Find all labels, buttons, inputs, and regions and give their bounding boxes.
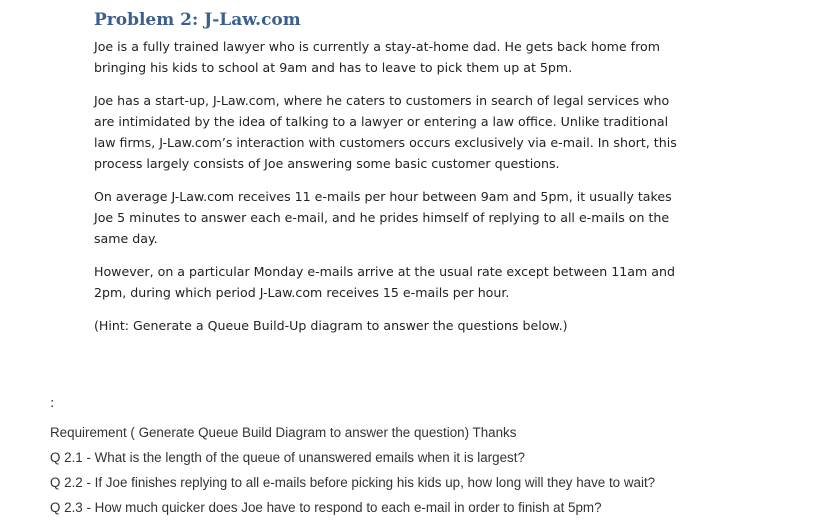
paragraph-line: are intimidated by the idea of talking to a lawyer or entering a law office. Unlike traditional bbox=[94, 114, 669, 129]
paragraph-line: process largely consists of Joe answering some basic customer questions. bbox=[94, 156, 560, 171]
problem-title: Problem 2: J-Law.com bbox=[94, 10, 301, 30]
paragraph-line: Joe is a fully trained lawyer who is currently a stay-at-home dad. He gets back home from bbox=[94, 39, 660, 54]
problem-section bbox=[94, 8, 794, 348]
question-2-2: Q 2.2 - If Joe finishes replying to all e-mails before picking his kids up, how long will they have to wait? bbox=[50, 475, 656, 490]
paragraph-line: Joe 5 minutes to answer each e-mail, and he prides himself of replying to all e-mails on the bbox=[94, 210, 670, 225]
paragraph-line: same day. bbox=[94, 231, 158, 246]
paragraph-startup bbox=[94, 90, 794, 174]
paragraph-line: However, on a particular Monday e-mails arrive at the usual rate except between 11am and bbox=[94, 264, 675, 279]
requirements-section bbox=[50, 420, 810, 520]
separator-colon: : bbox=[50, 396, 55, 411]
paragraph-intro bbox=[94, 36, 794, 78]
paragraph-line: Joe has a start-up, J-Law.com, where he caters to customers in search of legal services who bbox=[94, 93, 670, 108]
paragraph-line: 2pm, during which period J-Law.com receives 15 e-mails per hour. bbox=[94, 285, 510, 300]
paragraph-line: law firms, J-Law.com’s interaction with customers occurs exclusively via e-mail. In short, this bbox=[94, 135, 677, 150]
paragraph-line: (Hint: Generate a Queue Build-Up diagram to answer the questions below.) bbox=[94, 318, 568, 333]
paragraph-line: bringing his kids to school at 9am and has to leave to pick them up at 5pm. bbox=[94, 60, 573, 75]
paragraph-average-rate bbox=[94, 186, 794, 249]
paragraph-line: On average J-Law.com receives 11 e-mails per hour between 9am and 5pm, it usually takes bbox=[94, 189, 672, 204]
requirement-heading: Requirement ( Generate Queue Build Diagram to answer the question) Thanks bbox=[50, 425, 517, 440]
paragraph-monday bbox=[94, 261, 794, 303]
question-2-1: Q 2.1 - What is the length of the queue of unanswered emails when it is largest? bbox=[50, 450, 525, 465]
question-2-3: Q 2.3 - How much quicker does Joe have to respond to each e-mail in order to finish at 5pm? bbox=[50, 500, 602, 515]
paragraph-hint bbox=[94, 315, 794, 336]
